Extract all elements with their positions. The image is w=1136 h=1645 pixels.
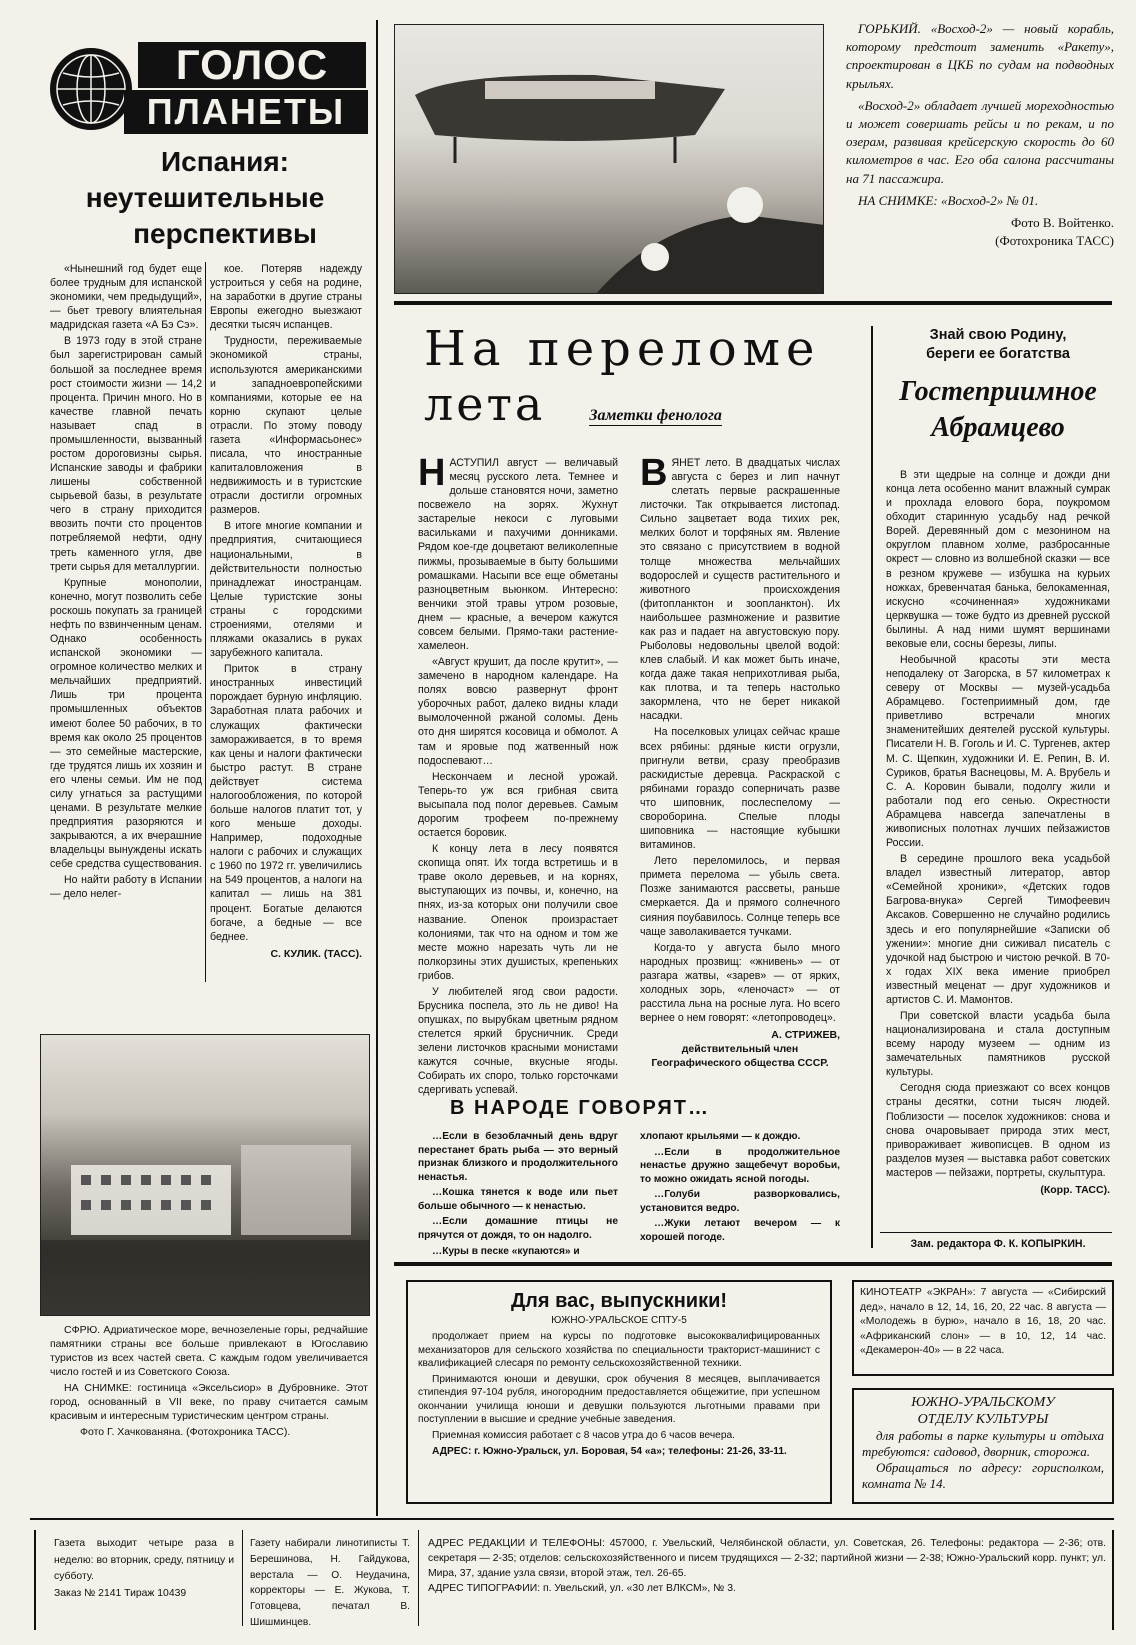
- footer-divider: [418, 1530, 419, 1626]
- abramtsevo-title-line1: Гостеприимное: [899, 376, 1097, 407]
- paragraph: ГОРЬКИЙ. «Восход-2» — новый корабль, которому предстоит заменить «Ракету», спроектирован в ЦКБ по судам на подводных крыльях.: [846, 21, 1114, 91]
- abramtsevo-body: [886, 468, 1110, 1198]
- abramtsevo-kicker: [880, 326, 1116, 364]
- cinema-ad: [852, 1280, 1114, 1376]
- summer-column-2: [640, 452, 840, 1071]
- paragraph: В 1973 году в этой стране был зарегистрирован самый большой за последнее время рост стоимости жизни — 14,2 процента. Причин много. Но в качестве главной печать называет спад в промышленности, вызванный ростом дороговизны сырья. Испанские заводы и фабрики лишены собственной сырьевой базы, в результате чего в страну приходится ввозить почти сто процентов потребляемой нефти, одну треть каменного угля, две трети сырья для металлургии.: [50, 335, 202, 573]
- paragraph: На поселковых улицах сейчас краше всех рябины: рдяные кисти огрузли, пригнули ветви, сразу преобразив раскидистые деревца. Раскраской с рябинами гораздо соперничать разве что шиповник, послеспелому — свороборина. Спелые плоды шиповника — настоящие кубышки витаминов.: [640, 726, 840, 852]
- paragraph: «Нынешний год будет еще более трудным для испанской экономики, чем предыдущий», — бьет тревогу влиятельная мадридская газета «А Бэ Сэ».: [50, 263, 202, 332]
- paragraph: Необычной красоты эти места неподалеку от Загорска, в 57 километрах к северу от Москвы — музей-усадьба Абрамцево. Гостеприимный дом, где приветливо встречали многих знаменитейших деятелей русской культуры. Писатели Н. В. Гоголь и И. С. Тургенев, актер М. С. Щепкин, художники И. Е. Репин, В. И. Суриков, братья Васнецовы, М. А. Врубель и С. А. Коровин бывали, подолгу жили и работали под его сенью. Окрестности Абрамцева навсегда запечатлены в живописных полотнах лучших пейзажистов России.: [886, 654, 1110, 850]
- paragraph: В середине прошлого века усадьбой владел известный литератор, автор «Семейной хроники», «Детских годов Багрова-внука» Сергей Тимофеевич Аксаков. Совершенно не случайно родились здесь и его популярнейшие «Записки об ужении»: многие дни сиживал писатель с удочкой над быстрою и чистою речкой. В 70-х годах XIX века имение приобрел известный меценат — друг художников и артистов С. И. Мамонтов.: [886, 853, 1110, 1006]
- spain-column-2: [210, 262, 362, 962]
- footer-print-address: АДРЕС ТИПОГРАФИИ: п. Увельский, ул. «30 лет ВЛКСМ», № 3.: [428, 1583, 736, 1595]
- paragraph: Приток в страну иностранных инвестиций порождает бурную инфляцию. Заработная плата рабочих и служащих фактически замораживается, в то время как цены и налоги фактически быстро растут. В стране действует система налогообложения, по которой больше налогов платит тот, у кого меньше доходы. Например, подоходные налоги с рабочих и служащих с 1960 по 1972 гг. увеличились на 549 процентов, а налоги на капитал — лишь на 381 процент. Богатые делаются богаче, а бедные — все беднее.: [210, 663, 362, 943]
- photo-credit: (Фотохроника ТАСС): [995, 233, 1114, 249]
- dubrovnik-photo: [40, 1034, 370, 1316]
- masthead-title-line2: ПЛАНЕТЫ: [124, 90, 368, 134]
- photo-credit: Фото Г. Хачкованяна. (Фотохроника ТАСС).: [80, 1425, 291, 1438]
- paragraph: У любителей ягод свои радости. Брусника поспела, это ль не диво! На опушках, по вырубкам цветным рядном стелется яркий брусничник. Среди зелени листочков красными монистами кажутся сочные, вкусные ягоды. Собирать их споро, только горсточками сдергивать успевай.: [418, 985, 618, 1097]
- summer-signature-name: А. СТРИЖЕВ,: [771, 1029, 840, 1042]
- paragraph-text: ЯНЕТ лето. В двадцатых числах августа с берез и лип начнут слетать первые раскрашенные листочки. Так открывается листопад. Сильно зацветает вода тихих рек, мелких болот и торфяных ям. Явление это связано с присутствием в водной толще множества мельчайших водорослей и существ растительного и животного происхождения (фитопланктон и зоопланктон). Их наибольшее размножение и развитие как раз и падает на августовскую пору. Рыболовы недовольны цвелой водой: клев слабый. И как может быть иначе, когда даже такая неприхотливая рыба, как плотва, и та теперь настолько закормлена, что не берет никакой насадки.: [640, 457, 840, 723]
- paragraph: [640, 452, 840, 723]
- footer: [34, 1530, 1114, 1630]
- voskhod-photo: [394, 24, 824, 294]
- paragraph: Трудности, переживаемые экономикой страны, используются американскими и западноевропейскими компаниями, которые ее на корню скупают целые отрасли. По этому поводу газета «Информасьонес» писала, что иностранные капиталовложения в недвижимость и в туристские отрасли достигли огромных размеров.: [210, 335, 362, 517]
- spain-signature: С. КУЛИК. (ТАСС).: [270, 947, 362, 960]
- spain-headline-line3: перспективы: [133, 218, 317, 249]
- culture-address: Обращаться по адресу: горисполком, комната № 14.: [862, 1460, 1104, 1491]
- footer-schedule-text: Газета выходит четыре раза в неделю: во вторник, среду, пятницу и субботу.: [54, 1538, 234, 1583]
- saying: …Голуби разворковались, установится ведро.: [640, 1189, 840, 1214]
- dubrovnik-caption: [50, 1324, 368, 1442]
- saying: …Кошка тянется к воде или пьет больше обычного — к ненастью.: [418, 1187, 618, 1212]
- paragraph: Нескончаем и лесной урожай. Теперь-то уж вся грибная свита высыпала под полог деревьев. Самым дорогим трофеем по-прежнему остается боровик.: [418, 770, 618, 840]
- graduates-address: АДРЕС: г. Южно-Уральск, ул. Боровая, 54 «а»; телефоны: 21-26, 33-11.: [432, 1445, 787, 1457]
- graduates-body: [418, 1330, 820, 1458]
- paragraph-text: АСТУПИЛ август — величавый месяц русского лета. Темнее и дольше становятся ночи, заметно посвежело на зорях. Жухнут застарелые некоси с луговыми васильками и пахучими донниками. Рядом кое-где доцветают великолепные пижмы, прозываемые в быту большими ромашками. Насыпи все еще обметаны разноцветным вьюнком. Интересно: венчики этой травы утром розовые, днем — красные, а вечером кажутся совсем белыми. Прямо-таки растение-хамелеон.: [418, 457, 618, 653]
- paragraph: При советской власти усадьба была национализирована и стала доступным всему народу музеем — одним из замечательных памятников русской культуры.: [886, 1009, 1110, 1079]
- saying: …Куры в песке «купаются» и: [432, 1245, 580, 1257]
- paragraph: Крупные монополии, конечно, могут позволить себе роскошь покупать за границей нефть по взвинченным ценам. Однако особенность испанской экономики — огромное количество мелких и мельчайших предприятий. Лишь три процента промышленных объектов имеют более 50 рабочих, в то время как около 25 процентов — это семейные мастерские, где трудятся лишь их хозяин и его члены семьи. Им не под силу угнаться за растущими ценами. В результате мелкие предприятия разоряются и закрываются, а их вчерашние владельцы вынуждены искать себе средства существования.: [50, 576, 202, 871]
- footer-staff: Газету набирали линотиписты Т. Берешинова, Н. Гайдукова, верстала — О. Неудачина, корректоры — Е. Жукова, Т. Готовцева, печатал В. Шишминцев.: [250, 1538, 410, 1629]
- page-bottom-rule: [30, 1518, 1114, 1520]
- abramtsevo-title: [880, 374, 1116, 446]
- caption: НА СНИМКЕ: гостиница «Эксельсиор» в Дубровнике. Этот город, основанный в VII веке, по праву считается самым красивым и интересным туристическим центром страны.: [50, 1381, 368, 1422]
- footer-schedule: [54, 1536, 234, 1603]
- paragraph: Когда-то у августа было много народных прозвищ: «жнивень» — от разгара жатвы, «зарев» — от ярких, холодных зорь, «леночаст» — от расстила льна на росные луга. Но всего вернее о нем говорят: «летопроводец».: [640, 941, 840, 1025]
- masthead: [46, 40, 368, 136]
- abramtsevo-kicker-line1: Знай свою Родину,: [929, 327, 1067, 343]
- section-divider: [394, 1262, 1112, 1266]
- summer-column-1: [418, 452, 618, 1100]
- graduates-title: Для вас, выпускники!: [510, 1290, 728, 1312]
- culture-title-line1: ЮЖНО-УРАЛЬСКОМУ: [911, 1395, 1055, 1410]
- culture-title-line2: ОТДЕЛУ КУЛЬТУРЫ: [917, 1412, 1049, 1427]
- footer-address: [428, 1536, 1106, 1596]
- paragraph: Принимаются юноши и девушки, срок обучения 8 месяцев, выплачивается стипендия 97-104 рубля, иногородним предоставляется общежитие, при успешном окончании училища юноши и девушки пользуются льготными правами при поступлении в высшие и средние учебные заведения.: [418, 1373, 820, 1426]
- caption: СФРЮ. Адриатическое море, вечнозеленые горы, редчайшие памятники страны все больше привлекают в Югославию туристов из всех частей света. С каждым годом увеличивается число гостей и из Советского Союза.: [50, 1324, 368, 1378]
- editor-rule: [880, 1232, 1112, 1233]
- voskhod-text: [846, 20, 1114, 250]
- summer-title: [424, 320, 824, 430]
- paragraph: «Август крушит, да после крутит», — замечено в народном календаре. На полях вовсю развернут фронт уборочных работ, далеко видны клади вымолоченной ржаной соломы. День ото дня ширятся косовица и обмолот. А там и яровые под жатвенный нож подоспевают…: [418, 656, 618, 767]
- spain-headline-line2: неутешительные: [85, 182, 325, 213]
- section-divider: [394, 301, 1112, 305]
- column-divider: [205, 262, 206, 982]
- spain-headline: [40, 144, 370, 252]
- paragraph: «Восход-2» обладает лучшей мореходностью и может совершать рейсы и по рекам, и по озерам, развивая крейсерскую скорость до 60 километров в час. Его оба салона рассчитаны на 71 пассажира.: [846, 97, 1114, 186]
- summer-signature-role: действительный член Географического общества СССР.: [651, 1043, 829, 1070]
- spain-headline-line1: Испания:: [161, 146, 289, 177]
- paragraph: Сегодня сюда приезжают со всех концов страны десятки, сотни тысяч людей. Поблизости — поселок художников: снова и снова очаровывает природа этих мест, привораживает живописцев. В одном из разделов музея — выставка работ советских мастеров — пейзажи, портреты, скульптура.: [886, 1082, 1110, 1179]
- sayings-column-2: [640, 1130, 840, 1247]
- dropcap: Н: [418, 452, 446, 494]
- masthead-title-line1: ГОЛОС: [138, 42, 366, 88]
- graduates-ad: [406, 1280, 832, 1504]
- footer-order: Заказ № 2141 Тираж 10439: [54, 1587, 187, 1599]
- paragraph: Но найти работу в Испании — дело нелег-: [50, 874, 202, 901]
- saying: …Если в безоблачный день вдруг перестанет брать рыба — это верный признак близкого и продолжительного ненастья.: [418, 1131, 618, 1183]
- paragraph: К концу лета в лесу появятся скопища опят. Их тогда встретишь и в траве около деревьев, и на корнях, выступающих из почвы, и, конечно, на пнях, из-за которых они получили свое название. Опенок произрастает колониями, так что на одном и том же месте можно нарезать чуть ли не полкорзины этих душистых, крепеньких грибов.: [418, 843, 618, 982]
- editor-credit: Зам. редактора Ф. К. КОПЫРКИН.: [910, 1238, 1086, 1250]
- paragraph: Приемная комиссия работает с 8 часов утра до 6 часов вечера.: [432, 1429, 736, 1441]
- footer-editorial-address: АДРЕС РЕДАКЦИИ И ТЕЛЕФОНЫ: 457000, г. Увельский, Челябинской области, ул. Советская, 26. Телефоны: редактора — 2-36; отв. секретаря — 2-35; отделов: сельскохозяйственного и писем трудящихся — 2-32; партийной жизни — 2-38; Южно-Уральский корр. пункт; ул. Мира, 37, здание узла связи, второй этаж, тел. 26-65.: [428, 1538, 1106, 1580]
- left-frame-border: [376, 20, 378, 1516]
- dropcap: В: [640, 452, 668, 494]
- globe-icon: [50, 48, 132, 130]
- summer-title-line1: На переломе: [424, 321, 821, 377]
- summer-title-line2: лета: [424, 377, 546, 431]
- paragraph: продолжает прием на курсы по подготовке высококвалифицированных механизаторов для сельского хозяйства по специальности тракторист-машинист с квалификацией слесаря по ремонту сельскохозяйственной техники.: [418, 1331, 820, 1370]
- abramtsevo-title-line2: Абрамцево: [931, 412, 1065, 443]
- column-divider: [871, 326, 873, 1248]
- paragraph: [418, 452, 618, 653]
- summer-subtitle: Заметки фенолога: [589, 407, 722, 424]
- graduates-school: ЮЖНО-УРАЛЬСКОЕ СПТУ-5: [551, 1315, 687, 1326]
- paragraph: кое. Потеряв надежду устроиться у себя на родине, на заработки в другие страны Европы ежегодно выезжают десятки тысяч испанцев.: [210, 263, 362, 332]
- paragraph: Лето переломилось, и первая примета перелома — убыль света. Позже занимаются рассветы, раньше смеркается. Да и прямого солнечного сияния поубавилось. Солнце теперь все чаще заволакивается тучками.: [640, 855, 840, 938]
- paragraph: В эти щедрые на солнце и дожди дни конца лета особенно манит влажный сумрак и прохлада елового бора, поукромом обходит старинную усадьбу над речкой Ворей. Деревянный дом с мезонином на округлом плавном холме, разбросанные окрест — словно из волшебной сказки — все в резном кружеве — избушка на курьих ножках, бревенчатая банька, белокаменная, искусно «сочиненная» художниками церквушка — тоже будто из древней русской былины. А над ними шумят вершинами вековые ели, сосны березы, липы.: [886, 469, 1110, 650]
- culture-text: для работы в парке культуры и отдыха требуются: садовод, дворник, сторожа.: [862, 1428, 1104, 1459]
- culture-title: [862, 1394, 1104, 1428]
- footer-divider: [242, 1530, 243, 1626]
- abramtsevo-signature: (Корр. ТАСС).: [1040, 1183, 1110, 1196]
- saying: …Если в продолжительное ненастье дружно защебечут воробьи, то можно ожидать ясной погоды.: [640, 1146, 840, 1185]
- saying: …Жуки летают вечером — к хорошей погоде.: [640, 1218, 840, 1243]
- abramtsevo-kicker-line2: береги ее богатства: [926, 346, 1070, 362]
- sayings-column-1: [418, 1130, 618, 1260]
- cinema-text: КИНОТЕАТР «ЭКРАН»: 7 августа — «Сибирский дед», начало в 12, 14, 16, 20, 22 час. 8 августа — «Молодежь в бурю», начало в 16, 18, 20 час. «Африканский слон» — в 10, 12, 14 час. «Декамерон-40» — в 22 часа.: [860, 1287, 1106, 1357]
- sayings-title: В НАРОДЕ ГОВОРЯТ…: [450, 1097, 710, 1119]
- photo-credit: Фото В. Войтенко.: [1011, 214, 1114, 230]
- saying: …Если домашние птицы не прячутся от дождя, то он надолго.: [418, 1216, 618, 1241]
- photo-caption: НА СНИМКЕ: «Восход-2» № 01.: [858, 192, 1039, 208]
- paragraph: В итоге многие компании и предприятия, считающиеся национальными, в действительности полностью принадлежат иностранцам. Целые туристские зоны страны с городскими строениями, отелями и пляжами оказались в руках зарубежного капитала.: [210, 520, 362, 660]
- saying: хлопают крыльями — к дождю.: [640, 1131, 801, 1142]
- culture-ad: [852, 1388, 1114, 1504]
- spain-column-1: [50, 262, 202, 904]
